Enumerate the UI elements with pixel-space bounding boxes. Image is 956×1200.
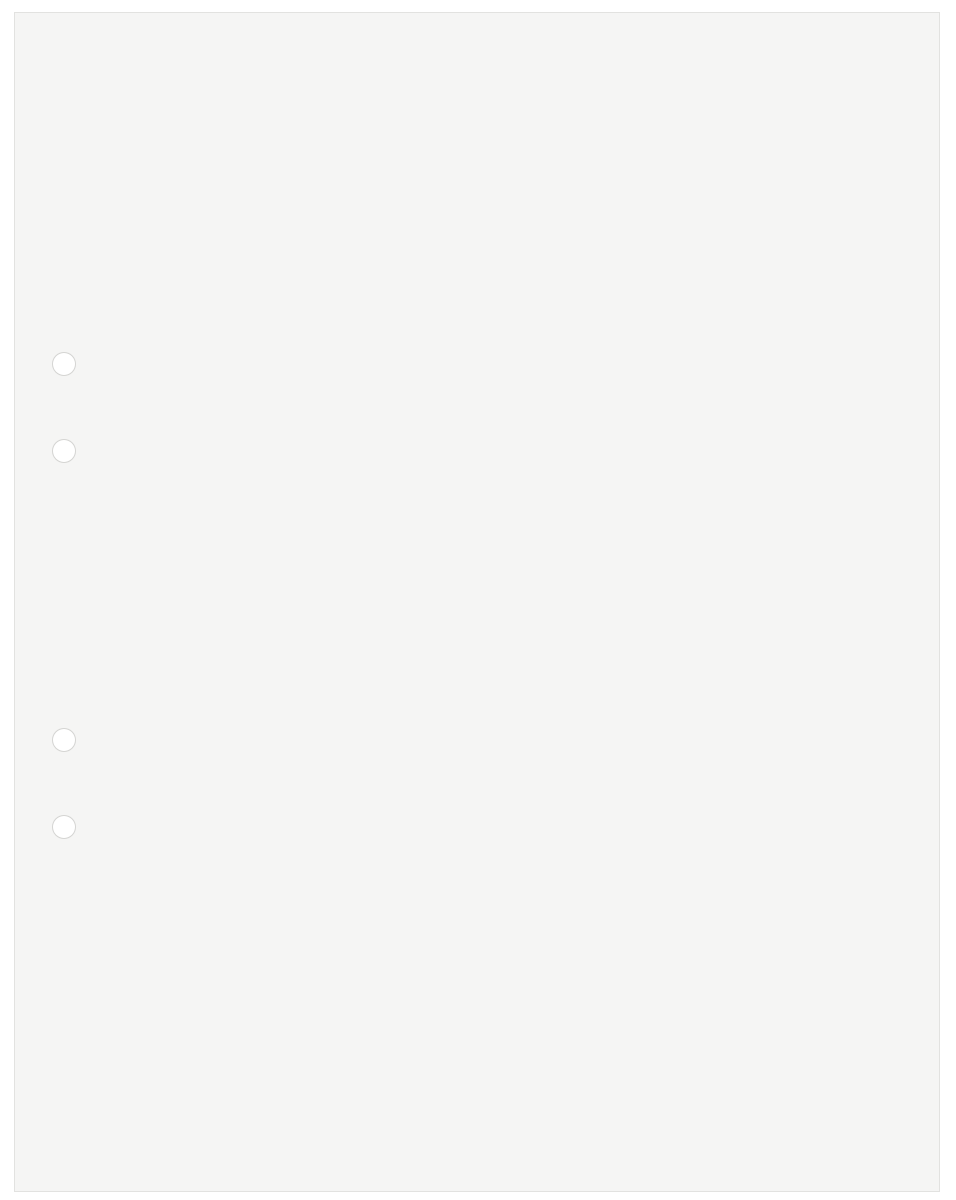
- punch-hole: [53, 353, 75, 375]
- punch-hole: [53, 729, 75, 751]
- punch-hole: [53, 816, 75, 838]
- punch-hole: [53, 440, 75, 462]
- letter-page: [14, 12, 940, 1192]
